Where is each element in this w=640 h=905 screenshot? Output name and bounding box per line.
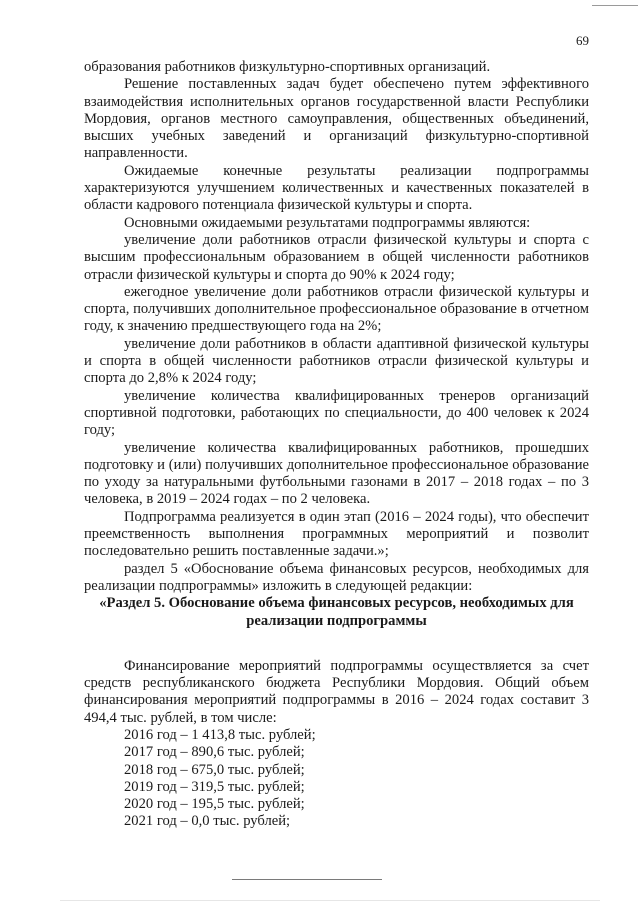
paragraph: ежегодное увеличение доли работников отрасли физической культуры и спорта, получивших дополнительное профессиональное образование в отчетном году, к значению предшествующего года на 2%; <box>84 283 589 335</box>
funding-year-line: 2017 год – 890,6 тыс. рублей; <box>124 744 305 761</box>
document-body <box>84 59 589 831</box>
paragraph: Решение поставленных задач будет обеспечено путем эффективного взаимодействия исполнительных органов государственной власти Республики Мордовия, органов местного самоуправления, общественных объединений, высших учебных заведений и организаций физкультурно-спортивной направленности. <box>84 76 589 162</box>
funding-year-line: 2018 год – 675,0 тыс. рублей; <box>124 761 305 778</box>
paragraph: Ожидаемые конечные результаты реализации подпрограммы характеризуются улучшением количественных и качественных показателей в области кадрового потенциала физической культуры и спорта. <box>84 162 589 214</box>
paragraph: раздел 5 «Обоснование объема финансовых ресурсов, необходимых для реализации подпрограммы» изложить в следующей редакции: <box>84 560 589 594</box>
funding-year-line: 2019 год – 319,5 тыс. рублей; <box>124 778 305 795</box>
page-number: 69 <box>576 33 589 48</box>
bottom-divider <box>232 879 382 880</box>
paragraph: увеличение доли работников отрасли физической культуры и спорта с высшим профессиональным образованием в общей численности работников отрасли физической культуры и спорта до 90% к 2024 году; <box>84 231 589 283</box>
paragraph: увеличение количества квалифицированных работников, прошедших подготовку и (или) получивших дополнительное профессиональное образование по уходу за натуральными футбольными газонами в 2017 – 2018 годах – по 3 человека, в 2019 – 2024 годах – по 2 человека. <box>84 439 589 508</box>
scan-edge-line <box>60 900 600 901</box>
section-heading: «Раздел 5. Обоснование объема финансовых ресурсов, необходимых для реализации подпрограммы <box>99 595 574 629</box>
financing-paragraph: Финансирование мероприятий подпрограммы осуществляется за счет средств республиканского бюджета Республики Мордовия. Общий объем финансирования мероприятий подпрограммы в 2016 – 2024 годах составит 3 494,4 тыс. рублей, в том числе: <box>84 657 589 726</box>
paragraph: увеличение доли работников в области адаптивной физической культуры и спорта в общей численности работников отрасли физической культуры и спорта до 2,8% к 2024 году; <box>84 335 589 387</box>
funding-year-line: 2021 год – 0,0 тыс. рублей; <box>124 813 291 830</box>
paragraph: образования работников физкультурно-спортивных организаций. <box>84 59 491 75</box>
funding-year-line: 2020 год – 195,5 тыс. рублей; <box>124 796 305 813</box>
blank-line <box>84 630 589 658</box>
paragraph: Подпрограмма реализуется в один этап (2016 – 2024 годы), что обеспечит преемственность выполнения программных мероприятий и позволит последовательно решить поставленные задачи.»; <box>84 508 589 560</box>
paragraph: увеличение количества квалифицированных тренеров организаций спортивной подготовки, работающих по специальности, до 400 человек к 2024 году; <box>84 387 589 439</box>
top-edge-rule <box>592 5 638 6</box>
funding-year-line: 2016 год – 1 413,8 тыс. рублей; <box>124 726 316 743</box>
paragraph: Основными ожидаемыми результатами подпрограммы являются: <box>124 214 531 231</box>
